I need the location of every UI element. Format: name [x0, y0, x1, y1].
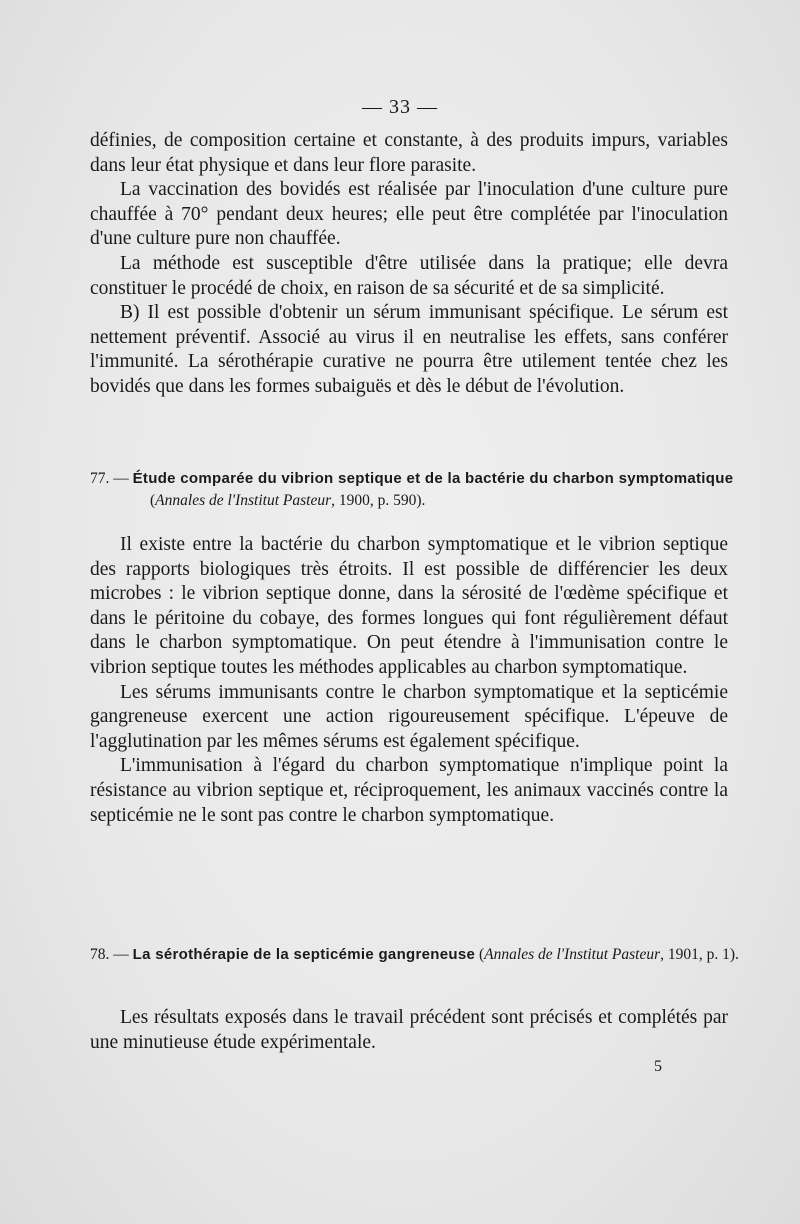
paragraph: La méthode est susceptible d'être utilisée dans la pratique; elle devra constituer le procédé de choix, en raison de sa sécurité et de sa simplicité.	[90, 252, 728, 299]
entry-journal: Annales de l'Institut Pasteur	[155, 492, 332, 509]
bibliography-entry-77	[90, 468, 790, 512]
entry-journal: Annales de l'Institut Pasteur	[484, 946, 661, 963]
paragraph: Les sérums immunisants contre le charbon symptomatique et la septicémie gangreneuse exercent une action rigoureusement spécifique. L'épeuve de l'agglutination par les mêmes sérums est également spécifique.	[90, 681, 728, 752]
bibliography-entry-78	[90, 944, 800, 966]
entry-number: 77. —	[90, 470, 133, 487]
page-number-header: — 33 —	[362, 96, 438, 118]
paragraph: Les résultats exposés dans le travail précédent sont précisés et complétés par une minutieuse étude expérimentale.	[90, 1007, 728, 1053]
entry-ref-details: , 1901, p. 1).	[660, 946, 739, 963]
entry-title: Étude comparée du vibrion septique et de la bactérie du charbon symptomatique	[132, 470, 734, 487]
entry-ref-details: , 1900, p. 590).	[331, 492, 426, 509]
entry-ref-open: (	[475, 946, 485, 963]
paragraph: B) Il est possible d'obtenir un sérum immunisant spécifique. Le sérum est nettement préventif. Associé au virus il en neutralise les effets, sans conférer l'immunité. La sérothérapie curative ne pourra être utilement tentée chez les bovidés que dans les formes subaiguës et dès le début de l'évolution.	[90, 302, 728, 397]
entry-title: La sérothérapie de la septicémie gangreneuse	[132, 946, 476, 963]
signature-mark: 5	[654, 1058, 662, 1075]
paragraph: La vaccination des bovidés est réalisée par l'inoculation d'une culture pure chauffée à 70° pendant deux heures; elle peut être complétée par l'inoculation d'une culture pure non chauffée.	[90, 179, 728, 250]
paragraph: Il existe entre la bactérie du charbon symptomatique et le vibrion septique des rapports biologiques très étroits. Il est possible de différencier les deux microbes : le vibrion septique donne, dans la sérosité de l'œdème spécifique et dans le péritoine du cobaye, des formes longues qui font régulièrement défaut dans le charbon symptomatique. On peut étendre à l'immunisation contre le vibrion septique toutes les méthodes applicables au charbon symptomatique.	[90, 534, 728, 678]
text-block-77	[90, 533, 728, 828]
paragraph: L'immunisation à l'égard du charbon symptomatique n'implique point la résistance au vibrion septique et, réciproquement, les animaux vaccinés contre la septicémie ne le sont pas contre le charbon symptomatique.	[90, 755, 728, 826]
entry-ref-open: (	[150, 492, 156, 509]
entry-number: 78. —	[90, 946, 133, 963]
paragraph: définies, de composition certaine et constante, à des produits impurs, variables dans leur état physique et dans leur flore parasite.	[90, 130, 728, 176]
text-block-intro	[90, 129, 728, 400]
text-block-78	[90, 1006, 728, 1055]
